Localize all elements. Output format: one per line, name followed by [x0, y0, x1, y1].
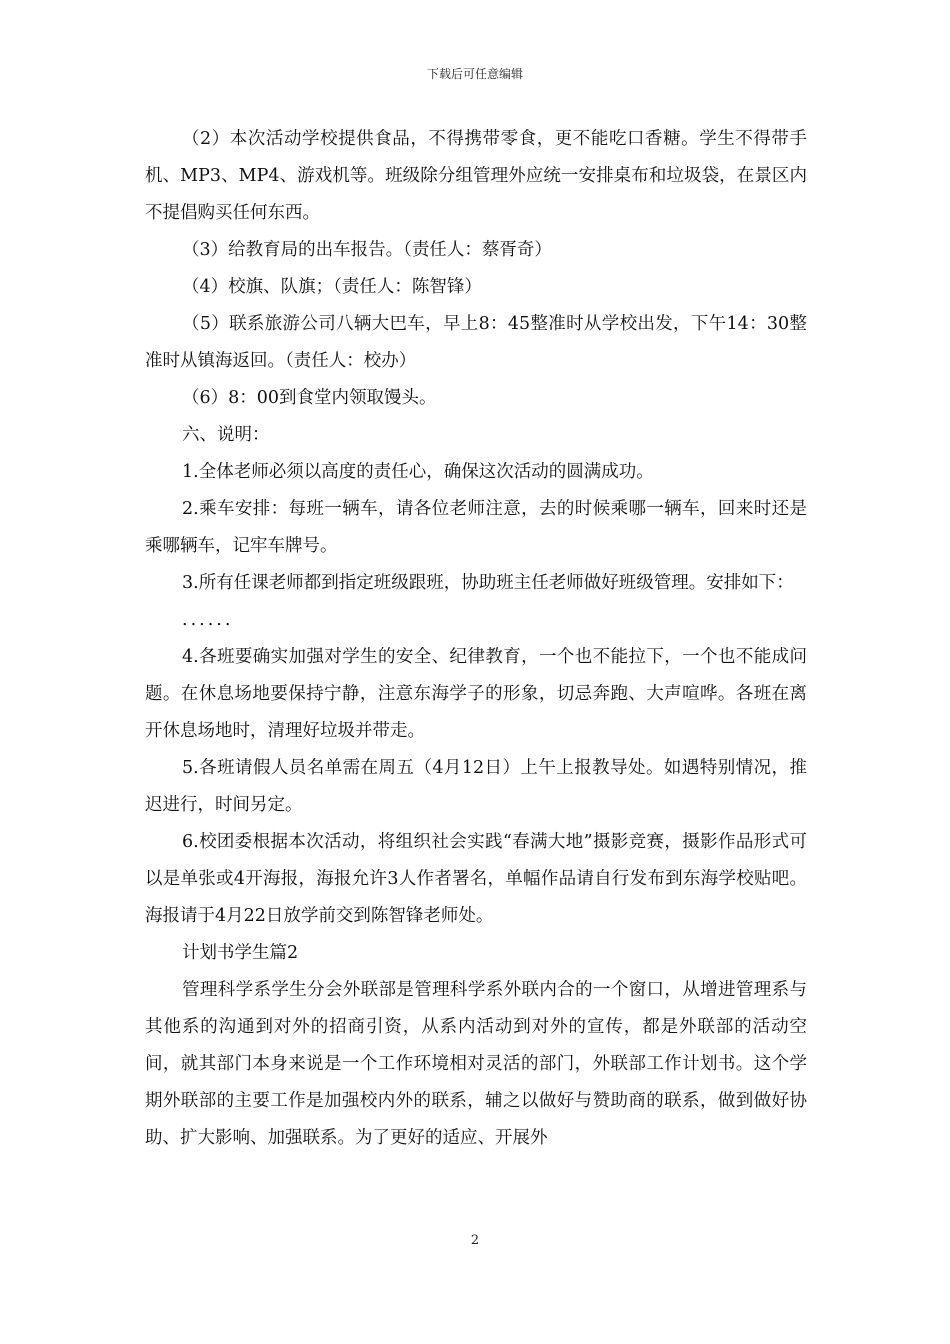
- note-item-6: 6.校团委根据本次活动，将组织社会实践“春满大地”摄影竞赛，摄影作品形式可以是单张或4开海报，海报允许3人作者署名，单幅作品请自行发布到东海学校贴吧。海报请于4月22日放学前交到陈智锋老师处。: [145, 832, 807, 926]
- paragraph-bus-schedule: （5）联系旅游公司八辆大巴车，早上8：45整准时从学校出发，下午14：30整准时从镇海返回。（责任人：校办）: [145, 314, 807, 371]
- section-heading-notes: 六、说明：: [182, 425, 270, 445]
- paragraph-buns: （6）8：00到食堂内领取馒头。: [182, 388, 437, 408]
- note-item-3: 3.所有任课老师都到指定班级跟班，协助班主任老师做好班级管理。安排如下：: [182, 573, 794, 593]
- ellipsis-line: ......: [182, 610, 234, 630]
- paragraph-flags: （4）校旗、队旗；（责任人：陈智锋）: [182, 277, 482, 297]
- note-item-5: 5.各班请假人员名单需在周五（4月12日）上午上报教导处。如遇特别情况，推迟进行，时间另定。: [145, 758, 807, 815]
- paragraph-vehicle-report: （3）给教育局的出车报告。（责任人：蔡胥奇）: [182, 240, 552, 260]
- article-title-2: 计划书学生篇2: [182, 943, 299, 963]
- article-2-intro: 管理科学系学生分会外联部是管理科学系外联内合的一个窗口，从增进管理系与其他系的沟通到对外的招商引资，从系内活动到对外的宣传，都是外联部的活动空间，就其部门本身来说是一个工作环境相对灵活的部门，外联部工作计划书。这个学期外联部的主要工作是加强校内外的联系，辅之以做好与赞助商的联系，做到做好协助、扩大影响、加强联系。为了更好的适应、开展外: [145, 980, 807, 1148]
- page-number: 2: [470, 1233, 480, 1248]
- paragraph-food-rules: （2）本次活动学校提供食品，不得携带零食，更不能吃口香糖。学生不得带手机、MP3、MP4、游戏机等。班级除分组管理外应统一安排桌布和垃圾袋，在景区内不提倡购买任何东西。: [145, 129, 807, 223]
- note-item-4: 4.各班要确实加强对学生的安全、纪律教育，一个也不能拉下，一个也不能成问题。在休息场地要保持宁静，注意东海学子的形象，切忌奔跑、大声喧哗。各班在离开休息场地时，清理好垃圾并带走。: [145, 647, 807, 741]
- page-header: 下载后可任意编辑: [426, 67, 523, 81]
- document-body: [145, 121, 807, 1157]
- note-item-1: 1.全体老师必须以高度的责任心，确保这次活动的圆满成功。: [182, 462, 654, 482]
- note-item-2: 2.乘车安排：每班一辆车，请各位老师注意，去的时候乘哪一辆车，回来时还是乘哪辆车，记牢车牌号。: [145, 499, 807, 556]
